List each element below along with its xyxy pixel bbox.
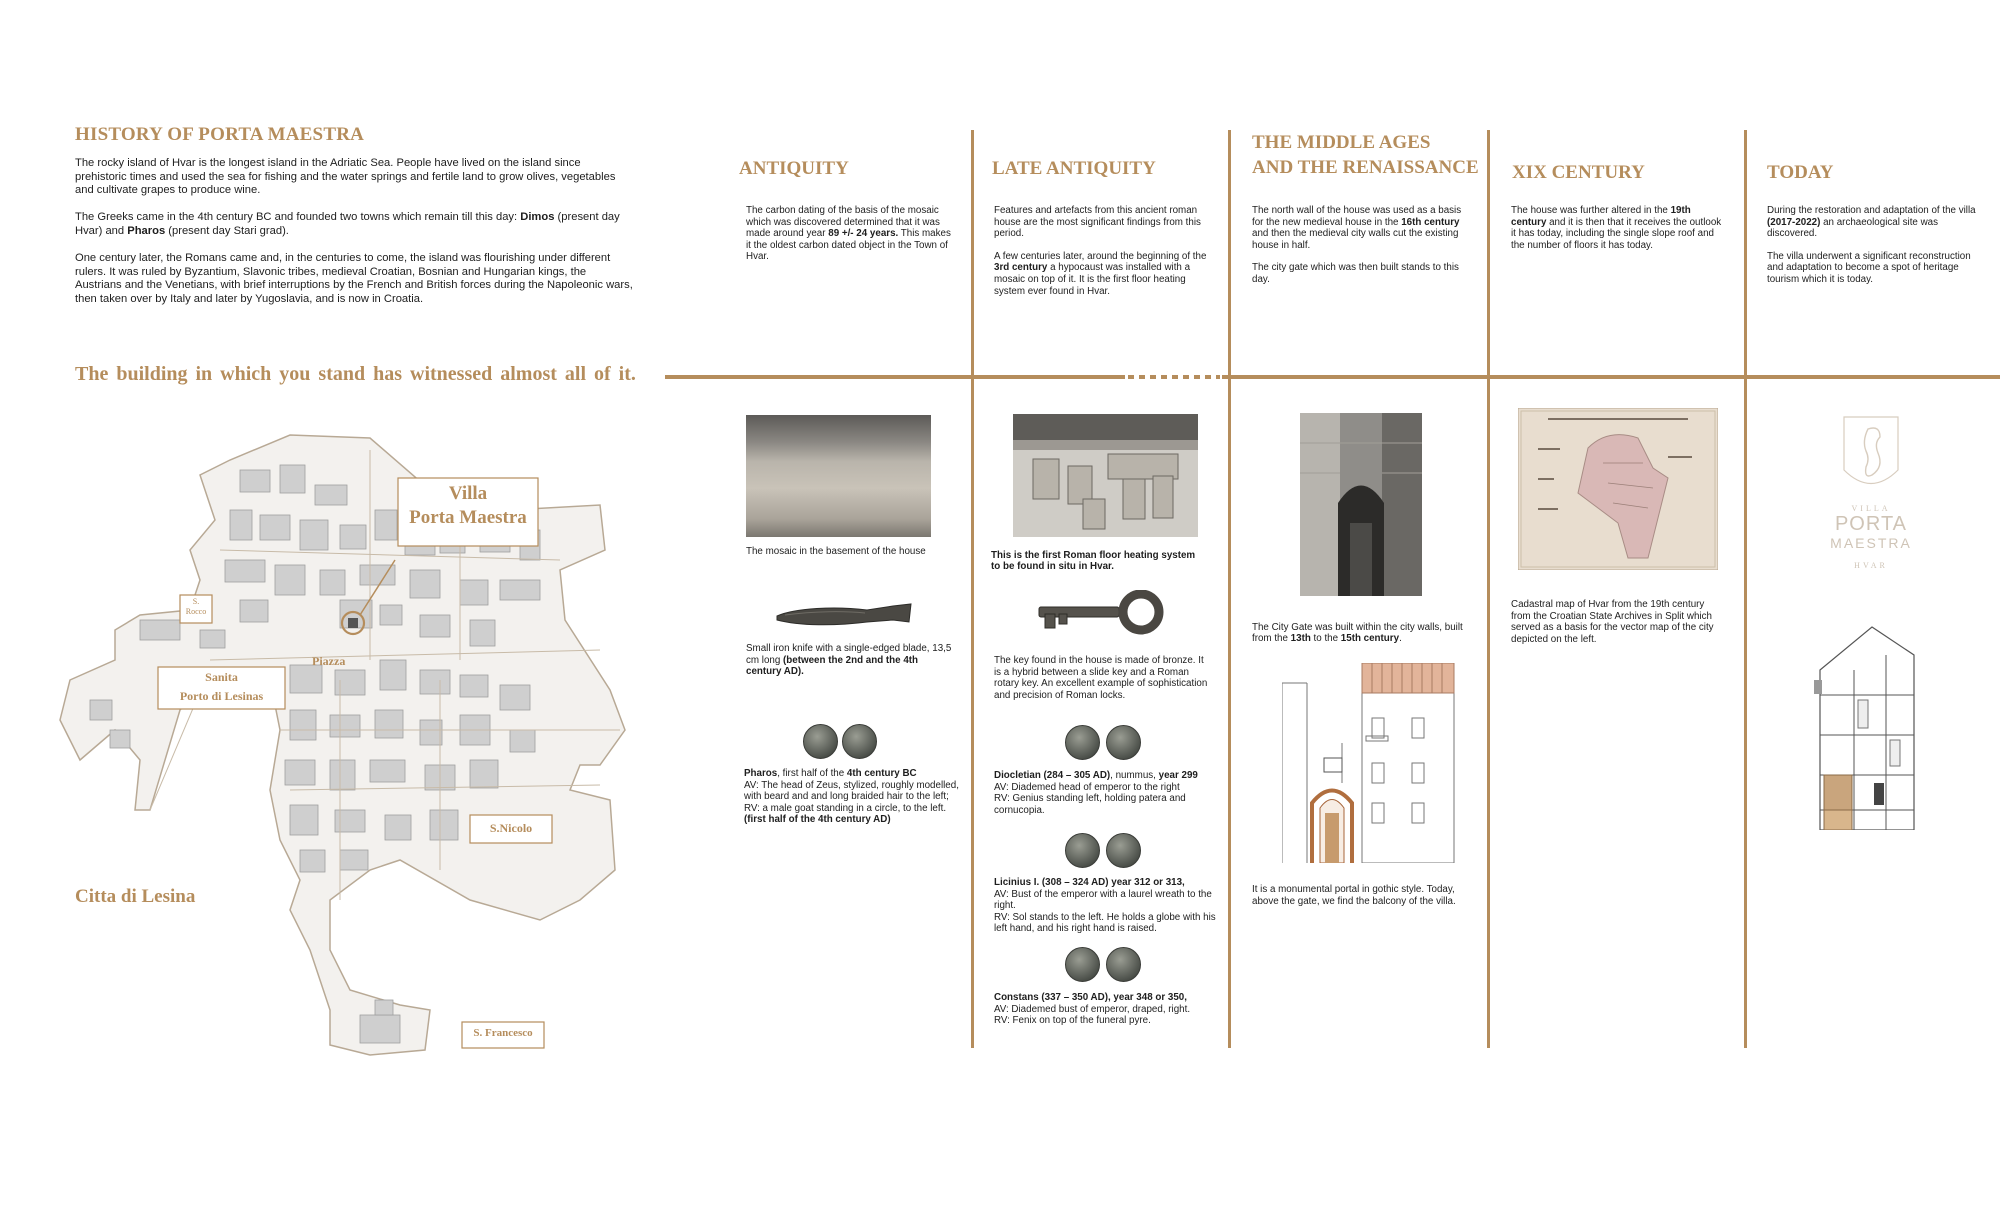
- city-label: Citta di Lesina: [75, 886, 196, 907]
- map-label-piazza: Piazza: [312, 654, 346, 668]
- city-gate-photo: [1300, 413, 1422, 596]
- xix-century-text: The house was further altered in the 19th century and it is then that it receives the outlook it has today, including the single slope roof and the number of floors it has today.: [1511, 205, 1722, 251]
- map-label-s-francesco: S. Francesco: [473, 1027, 533, 1039]
- intro-paragraph-1: The rocky island of Hvar is the longest island in the Adriatic Sea. People have lived on the island since prehistoric times and used the sea for fishing and the water springs and fertile land to grow olives, vegetables and cultivate grapes to produce wine.: [75, 157, 616, 197]
- villa-building: [348, 618, 358, 628]
- divider-4: [1744, 130, 1747, 1048]
- timeline-line-left: [665, 375, 1125, 379]
- iron-knife-image: [775, 598, 913, 632]
- cadastral-map-caption: Cadastral map of Hvar from the 19th century from the Croatian State Archives in Split which served as a basis for the vector map of the city depicted on the left.: [1511, 599, 1714, 645]
- portal-caption: It is a monumental portal in gothic style. Today, above the gate, we find the balcony of the villa.: [1252, 884, 1456, 907]
- middle-ages-text: The north wall of the house was used as a basis for the new medieval house in the 16th century and then the medieval city walls cut the existing house in half. The city gate which was then built stands to this day.: [1252, 205, 1462, 285]
- mosaic-photo: [746, 415, 931, 537]
- bronze-key-image: [1037, 590, 1165, 638]
- cadastral-map-image: [1518, 408, 1718, 570]
- divider-1: [971, 130, 974, 1048]
- seahorse-crest-icon: [1840, 415, 1902, 497]
- antiquity-text: The carbon dating of the basis of the mosaic which was discovered determined that it was made around year 89 +/- 24 years. This makes it the oldest carbon dated object in the Town of Hvar.: [746, 205, 951, 263]
- map-label-s-nicolo: S.Nicolo: [489, 821, 533, 835]
- xix-century-title: XIX CENTURY: [1512, 162, 1645, 183]
- licinius-coin-obverse: [1065, 833, 1100, 868]
- mosaic-caption: The mosaic in the basement of the house: [746, 546, 926, 557]
- diocletian-coin-reverse: [1106, 725, 1141, 760]
- villa-logo: [1830, 415, 1912, 570]
- licinius-coin-reverse: [1106, 833, 1141, 868]
- logo-villa-text: VILLA: [1851, 504, 1891, 513]
- logo-hvar-text: HVAR: [1854, 561, 1888, 570]
- diocletian-coin-caption: Diocletian (284 – 305 AD), nummus, year 299 AV: Diademed head of emperor to the right RV: Genius standing left, holding patera and cornucopia.: [994, 770, 1198, 816]
- pharos-coin-reverse: [842, 724, 877, 759]
- constans-coin-reverse: [1106, 947, 1141, 982]
- facade-drawing: [1282, 663, 1457, 863]
- hypocaust-caption: This is the first Roman floor heating system to be found in situ in Hvar.: [991, 550, 1196, 573]
- middle-ages-title: THE MIDDLE AGES AND THE RENAISSANCE: [1252, 132, 1479, 178]
- timeline-line-right: [1222, 375, 2000, 379]
- antiquity-title: ANTIQUITY: [739, 158, 849, 179]
- tagline: The building in which you stand has witnessed almost all of it.: [75, 363, 636, 385]
- licinius-coin-caption: Licinius I. (308 – 324 AD) year 312 or 313, AV: Bust of the emperor with a laurel wreath to the right. RV: Sol stands to the left. He holds a globe with his left hand, and his right hand is raised.: [994, 877, 1216, 935]
- late-antiquity-text: Features and artefacts from this ancient roman house are the most significant findings from this period. A few centuries later, around the beginning of the 3rd century a hypocaust was installed with a mosaic on top of it. It is the first floor heating system ever found in Hvar.: [994, 205, 1207, 297]
- intro-paragraph-3: One century later, the Romans came and, in the centuries to come, the island was flourishing under different rulers. It was ruled by Byzantium, Slavonic tribes, medieval Croatian, Bosnian and Hungarian kings, the Austrians and the Venetians, with brief interruptions by the French and British forces during the Napoleonic wars, then taken over by Italy and later by Yugoslavia, and is now in Croatia.: [75, 252, 633, 305]
- knife-caption: Small iron knife with a single-edged blade, 13,5 cm long (between the 2nd and the 4th century AD).: [746, 643, 952, 678]
- city-map: [40, 430, 650, 1070]
- history-title: HISTORY OF PORTA MAESTRA: [75, 124, 365, 145]
- today-text: During the restoration and adaptation of the villa (2017-2022) an archaeological site was discovered. The villa underwent a significant reconstruction and adaptation to become a spot of heritage tourism which it is today.: [1767, 205, 1976, 285]
- hypocaust-photo: [1013, 414, 1198, 537]
- map-label-sanita: Sanita Porto di Lesinas: [179, 670, 264, 703]
- diocletian-coin-obverse: [1065, 725, 1100, 760]
- timeline-dashed-gap: [1128, 375, 1220, 379]
- key-caption: The key found in the house is made of bronze. It is a hybrid between a slide key and a Roman rotary key. An excellent example of sophistication and precision of Roman locks.: [994, 655, 1208, 701]
- city-map-drawing: [40, 430, 650, 1070]
- late-antiquity-title: LATE ANTIQUITY: [992, 158, 1156, 179]
- intro-paragraph-2: The Greeks came in the 4th century BC and founded two towns which remain till this day: Dimos (present day Hvar) and Pharos (present day Stari grad).: [75, 211, 620, 237]
- map-label-villa: Villa Porta Maestra: [409, 483, 527, 528]
- divider-3: [1487, 130, 1490, 1048]
- constans-coin-obverse: [1065, 947, 1100, 982]
- logo-maestra-text: MAESTRA: [1830, 535, 1912, 551]
- pharos-coin-obverse: [803, 724, 838, 759]
- pharos-coin-caption: Pharos, first half of the 4th century BC AV: The head of Zeus, stylized, roughly modelled, with beard and and long braided hair to the left; RV: a male goat standing in a circle, to the left. (first half of the 4th century AD): [744, 768, 959, 826]
- logo-porta-text: PORTA: [1834, 513, 1908, 535]
- constans-coin-caption: Constans (337 – 350 AD), year 348 or 350, AV: Diademed bust of emperor, draped, right. RV: Fenix on top of the funeral pyre.: [994, 992, 1191, 1027]
- building-section-drawing: [1814, 625, 1918, 830]
- today-title: TODAY: [1767, 162, 1834, 183]
- map-label-s-rocco: S. Rocco: [185, 597, 207, 616]
- divider-2: [1228, 130, 1231, 1048]
- city-gate-caption: The City Gate was built within the city walls, built from the 13th to the 15th century.: [1252, 622, 1463, 645]
